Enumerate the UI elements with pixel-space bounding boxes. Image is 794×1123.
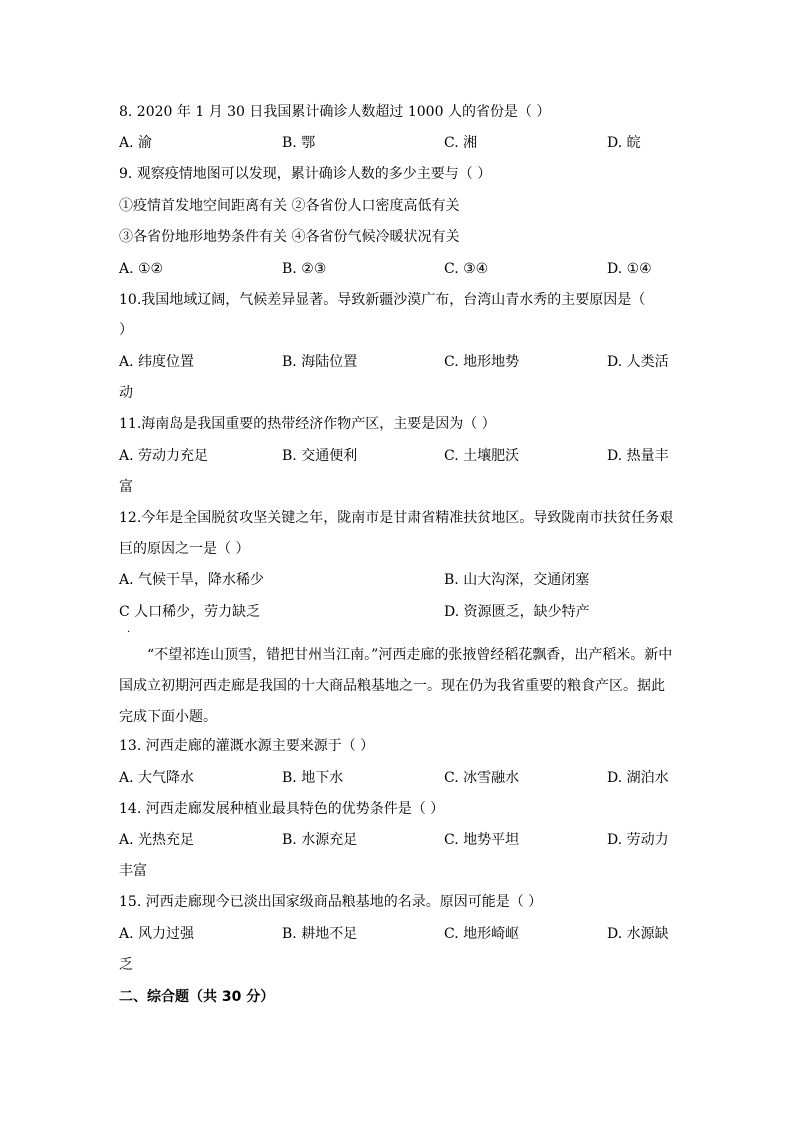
- q9-option-a: A. ①②: [119, 261, 164, 277]
- question-14-stem: 14. 河西走廊发展种植业最具特色的优势条件是（ ）: [119, 801, 445, 817]
- q13-option-c: C. 冰雪融水: [444, 770, 520, 786]
- question-13-stem: 13. 河西走廊的灌溉水源主要来源于（ ）: [119, 738, 375, 754]
- q10-option-d-cont: 动: [119, 385, 133, 401]
- question-11-stem: 11.海南岛是我国重要的热带经济作物产区，主要是因为（ ）: [119, 416, 496, 432]
- q14-option-c: C. 地势平坦: [444, 832, 520, 848]
- section-title: 二、综合题（共 30 分）: [119, 989, 275, 1005]
- q9-statement-2: ③各省份地形地势条件有关 ④各省份气候冷暖状况有关: [119, 229, 460, 245]
- q9-statement-1: ①疫情首发地空间距离有关 ②各省份人口密度高低有关: [119, 198, 460, 214]
- q14-option-d-cont: 丰富: [119, 863, 147, 879]
- q14-option-b: B. 水源充足: [282, 832, 358, 848]
- q11-option-b: B. 交通便利: [282, 448, 358, 464]
- q8-option-a: A. 渝: [119, 135, 153, 151]
- q12-option-c: C 人口稀少，劳力缺乏: [119, 604, 261, 620]
- q12-option-b: B. 山大沟深，交通闭塞: [444, 572, 590, 588]
- q8-option-b: B. 鄂: [282, 135, 316, 151]
- q15-option-d: D. 水源缺: [607, 926, 669, 942]
- q13-option-d: D. 湖泊水: [607, 770, 669, 786]
- question-9-stem: 9. 观察疫情地图可以发现，累计确诊人数的多少主要与（ ）: [119, 166, 492, 182]
- q8-option-c: C. 湘: [444, 135, 478, 151]
- question-10-stem-cont: ）: [119, 322, 133, 338]
- question-8-stem: 8. 2020 年 1 月 30 日我国累计确诊人数超过 1000 人的省份是（ ）: [119, 104, 551, 120]
- q10-option-c: C. 地形地势: [444, 354, 520, 370]
- q10-option-a: A. 纬度位置: [119, 354, 195, 370]
- q11-option-d-cont: 富: [119, 479, 133, 495]
- q9-option-b: B. ②③: [282, 261, 327, 277]
- question-12-stem: 12.今年是全国脱贫攻坚关键之年，陇南市是甘肃省精准扶贫地区。导致陇南市扶贫任务艰: [119, 510, 674, 526]
- stray-dot: ·: [127, 627, 131, 638]
- q13-option-b: B. 地下水: [282, 770, 344, 786]
- q10-option-b: B. 海陆位置: [282, 354, 358, 370]
- q11-option-c: C. 土壤肥沃: [444, 448, 520, 464]
- question-12-stem-cont: 巨的原因之一是（ ）: [119, 541, 250, 557]
- q12-option-d: D. 资源匮乏，缺少特产: [444, 604, 590, 620]
- question-10-stem: 10.我国地域辽阔，气候差异显著。导致新疆沙漠广布，台湾山青水秀的主要原因是（: [119, 292, 646, 308]
- q8-option-d: D. 皖: [607, 135, 641, 151]
- q15-option-b: B. 耕地不足: [282, 926, 358, 942]
- q15-option-d-cont: 乏: [119, 957, 133, 973]
- q13-option-a: A. 大气降水: [119, 770, 195, 786]
- question-15-stem: 15. 河西走廊现今已淡出国家级商品粮基地的名录。原因可能是（ ）: [119, 894, 543, 910]
- q11-option-d: D. 热量丰: [607, 448, 669, 464]
- q15-option-c: C. 地形崎岖: [444, 926, 520, 942]
- q12-option-a: A. 气候干旱，降水稀少: [119, 572, 265, 588]
- q15-option-a: A. 风力过强: [119, 926, 195, 942]
- q11-option-a: A. 劳动力充足: [119, 448, 209, 464]
- reading-passage: “不望祁连山顶雪，错把甘州当江南。”河西走廊的张掖曾经稻花飘香，出产稻米。新中国成立初期河西走廊是我国的十大商品粮基地之一。现在仍为我省重要的粮食产区。据此完成下面小题。: [119, 647, 673, 725]
- q14-option-a: A. 光热充足: [119, 832, 195, 848]
- q9-option-c: C. ③④: [444, 261, 489, 277]
- q14-option-d: D. 劳动力: [607, 832, 669, 848]
- q10-option-d: D. 人类活: [607, 354, 669, 370]
- q9-option-d: D. ①④: [607, 261, 652, 277]
